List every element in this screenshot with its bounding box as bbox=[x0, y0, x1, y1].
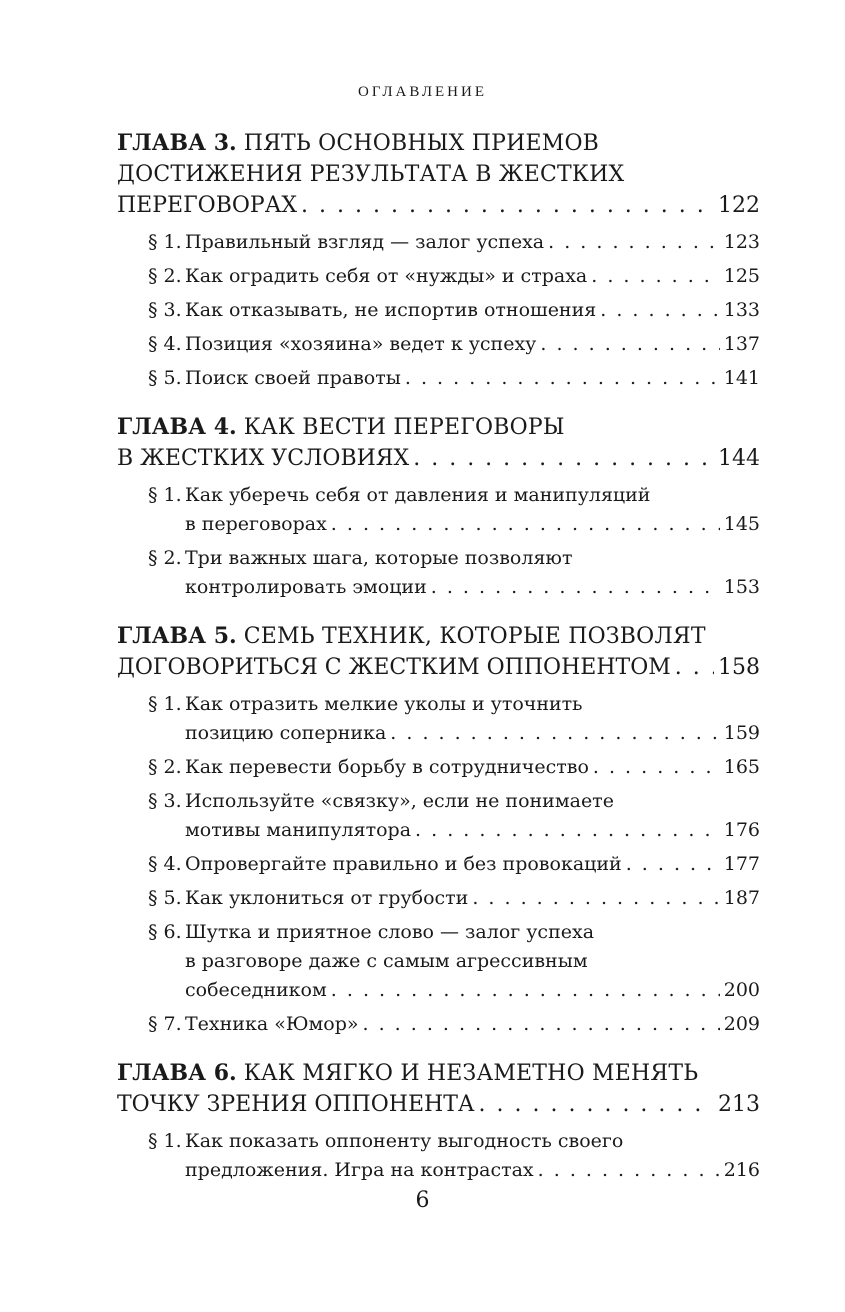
dot-leader bbox=[626, 850, 720, 879]
section-page-number: 159 bbox=[723, 722, 760, 744]
section-list bbox=[148, 1127, 760, 1185]
chapter-heading bbox=[117, 621, 760, 683]
dot-leader bbox=[431, 573, 720, 602]
section-last-line bbox=[148, 510, 760, 539]
section-title-text: в переговорах bbox=[185, 513, 327, 535]
section-line bbox=[148, 481, 760, 510]
section-last-line bbox=[148, 262, 760, 291]
section-title-text: Три важных шага, которые позволяют bbox=[185, 547, 573, 569]
section-entry bbox=[148, 1127, 760, 1185]
chapter-title-line bbox=[117, 412, 760, 443]
chapter-page-number: 213 bbox=[718, 1092, 760, 1117]
section-page-number: 141 bbox=[723, 367, 760, 389]
section-entry bbox=[148, 364, 760, 393]
chapter-title-line bbox=[117, 159, 760, 190]
section-title-text: Используйте «связку», если не понимаете bbox=[185, 790, 614, 812]
chapter-label: ГЛАВА 3. bbox=[117, 130, 237, 156]
section-last-line bbox=[148, 884, 760, 913]
table-of-contents bbox=[117, 128, 760, 1190]
section-page-number: 125 bbox=[723, 265, 760, 287]
section-page-number: 209 bbox=[723, 1013, 760, 1035]
dot-leader bbox=[413, 443, 714, 474]
section-number: § 3. bbox=[148, 790, 182, 812]
chapter-spacer bbox=[117, 398, 760, 412]
section-page-number: 187 bbox=[723, 887, 760, 909]
chapter-title-text: ПЯТЬ ОСНОВНЫХ ПРИЕМОВ bbox=[243, 131, 600, 156]
page-number: 6 bbox=[415, 1188, 430, 1213]
section-entry bbox=[148, 884, 760, 913]
section-entry bbox=[148, 918, 760, 1005]
section-last-line bbox=[148, 976, 760, 1005]
chapter-page-number: 144 bbox=[718, 446, 760, 471]
section-entry bbox=[148, 544, 760, 602]
section-number: § 5. bbox=[148, 887, 182, 909]
section-number: § 3. bbox=[148, 299, 182, 321]
section-last-line bbox=[148, 1156, 760, 1185]
chapter-title-text: ДОСТИЖЕНИЯ РЕЗУЛЬТАТА В ЖЕСТКИХ bbox=[117, 162, 625, 187]
section-page-number: 145 bbox=[723, 513, 760, 535]
section-page-number: 176 bbox=[723, 819, 760, 841]
section-entry bbox=[148, 296, 760, 325]
dot-leader bbox=[405, 364, 720, 393]
section-last-line bbox=[148, 573, 760, 602]
section-title-text: Опровергайте правильно и без провокаций bbox=[185, 853, 622, 875]
section-title-text: Техника «Юмор» bbox=[185, 1013, 359, 1035]
chapter-title-text: КАК МЯГКО И НЕЗАМЕТНО МЕНЯТЬ bbox=[243, 1061, 699, 1086]
chapter-heading bbox=[117, 128, 760, 221]
section-entry bbox=[148, 1010, 760, 1039]
chapter-title-text: В ЖЕСТКИХ УСЛОВИЯХ bbox=[117, 446, 410, 471]
chapter-title-text: ПЕРЕГОВОРАХ bbox=[117, 193, 298, 218]
dot-leader bbox=[331, 510, 720, 539]
section-number: § 1. bbox=[148, 693, 182, 715]
section-entry bbox=[148, 330, 760, 359]
section-number: § 4. bbox=[148, 333, 182, 355]
section-list bbox=[148, 690, 760, 1039]
section-last-line bbox=[148, 816, 760, 845]
chapter-heading bbox=[117, 1058, 760, 1120]
dot-leader bbox=[363, 1010, 720, 1039]
chapter-last-line bbox=[117, 652, 760, 683]
dot-leader bbox=[301, 190, 714, 221]
dot-leader bbox=[415, 816, 720, 845]
dot-leader bbox=[390, 719, 719, 748]
section-entry bbox=[148, 850, 760, 879]
section-number: § 1. bbox=[148, 484, 182, 506]
chapter-label: ГЛАВА 4. bbox=[117, 414, 237, 440]
section-line bbox=[148, 947, 760, 976]
section-last-line bbox=[148, 228, 760, 257]
section-page-number: 123 bbox=[723, 231, 760, 253]
section-number: § 1. bbox=[148, 1130, 182, 1152]
section-entry bbox=[148, 262, 760, 291]
section-page-number: 165 bbox=[723, 756, 760, 778]
section-page-number: 216 bbox=[723, 1159, 760, 1181]
section-page-number: 137 bbox=[723, 333, 760, 355]
section-entry bbox=[148, 753, 760, 782]
section-entry bbox=[148, 228, 760, 257]
section-title-text: предложения. Игра на контрастах bbox=[185, 1159, 534, 1181]
dot-leader bbox=[675, 652, 714, 683]
section-line bbox=[148, 787, 760, 816]
section-number: § 2. bbox=[148, 756, 182, 778]
section-page-number: 200 bbox=[723, 979, 760, 1001]
section-number: § 7. bbox=[148, 1013, 182, 1035]
dot-leader bbox=[538, 1156, 720, 1185]
dot-leader bbox=[600, 296, 719, 325]
section-page-number: 177 bbox=[723, 853, 760, 875]
dot-leader bbox=[472, 884, 719, 913]
dot-leader bbox=[591, 262, 719, 291]
section-line bbox=[148, 918, 760, 947]
section-entry bbox=[148, 690, 760, 748]
section-list bbox=[148, 228, 760, 393]
chapter-label: ГЛАВА 6. bbox=[117, 1060, 237, 1086]
section-title-text: Шутка и приятное слово — залог успеха bbox=[185, 921, 595, 943]
section-list bbox=[148, 481, 760, 602]
section-number: § 1. bbox=[148, 231, 182, 253]
section-page-number: 133 bbox=[723, 299, 760, 321]
section-title-text: мотивы манипулятора bbox=[185, 819, 412, 841]
section-number: § 2. bbox=[148, 265, 182, 287]
section-page-number: 153 bbox=[723, 576, 760, 598]
section-number: § 4. bbox=[148, 853, 182, 875]
section-title-text: Позиция «хозяина» ведет к успеху bbox=[185, 333, 537, 355]
chapter-last-line bbox=[117, 190, 760, 221]
section-number: § 5. bbox=[148, 367, 182, 389]
section-title-text: Как отказывать, не испортив отношения bbox=[185, 299, 597, 321]
section-last-line bbox=[148, 753, 760, 782]
section-entry bbox=[148, 481, 760, 539]
chapter-last-line bbox=[117, 1089, 760, 1120]
section-title-text: Как оградить себя от «нужды» и страха bbox=[185, 265, 588, 287]
dot-leader bbox=[540, 330, 719, 359]
section-last-line bbox=[148, 364, 760, 393]
section-title-text: позицию соперника bbox=[185, 722, 387, 744]
section-last-line bbox=[148, 719, 760, 748]
section-title-text: Как уклониться от грубости bbox=[185, 887, 469, 909]
section-line bbox=[148, 544, 760, 573]
section-last-line bbox=[148, 296, 760, 325]
chapter-title-text: ТОЧКУ ЗРЕНИЯ ОППОНЕНТА bbox=[117, 1092, 475, 1117]
dot-leader bbox=[593, 753, 720, 782]
dot-leader bbox=[331, 976, 720, 1005]
section-last-line bbox=[148, 1010, 760, 1039]
chapter-label: ГЛАВА 5. bbox=[117, 623, 237, 649]
chapter-title-line bbox=[117, 1058, 760, 1089]
section-line bbox=[148, 690, 760, 719]
chapter-title-line bbox=[117, 621, 760, 652]
chapter-title-text: КАК ВЕСТИ ПЕРЕГОВОРЫ bbox=[243, 415, 565, 440]
section-last-line bbox=[148, 330, 760, 359]
section-title-text: Правильный взгляд — залог успеха bbox=[185, 231, 545, 253]
dot-leader bbox=[479, 1089, 714, 1120]
chapter-page-number: 122 bbox=[718, 193, 760, 218]
section-title-text: контролировать эмоции bbox=[185, 576, 427, 598]
section-title-text: в разговоре даже с самым агрессивным bbox=[185, 950, 588, 972]
chapter-spacer bbox=[117, 607, 760, 621]
chapter-page-number: 158 bbox=[718, 655, 760, 680]
section-number: § 6. bbox=[148, 921, 182, 943]
chapter-title-text: СЕМЬ ТЕХНИК, КОТОРЫЕ ПОЗВОЛЯТ bbox=[243, 624, 706, 649]
chapter-title-line bbox=[117, 128, 760, 159]
section-title-text: Как уберечь себя от давления и манипуляций bbox=[185, 484, 651, 506]
dot-leader bbox=[548, 228, 720, 257]
chapter-spacer bbox=[117, 1044, 760, 1058]
section-title-text: Как отразить мелкие уколы и уточнить bbox=[185, 693, 583, 715]
section-last-line bbox=[148, 850, 760, 879]
section-line bbox=[148, 1127, 760, 1156]
section-number: § 2. bbox=[148, 547, 182, 569]
section-entry bbox=[148, 787, 760, 845]
chapter-title-text: ДОГОВОРИТЬСЯ С ЖЕСТКИМ ОППОНЕНТОМ bbox=[117, 655, 671, 680]
section-title-text: собеседником bbox=[185, 979, 327, 1001]
chapter-heading bbox=[117, 412, 760, 474]
section-title-text: Как перевести борьбу в сотрудничество bbox=[185, 756, 589, 778]
section-title-text: Поиск своей правоты bbox=[185, 367, 401, 389]
chapter-last-line bbox=[117, 443, 760, 474]
page-header: ОГЛАВЛЕНИЕ bbox=[358, 84, 487, 100]
section-title-text: Как показать оппоненту выгодность своего bbox=[185, 1130, 624, 1152]
